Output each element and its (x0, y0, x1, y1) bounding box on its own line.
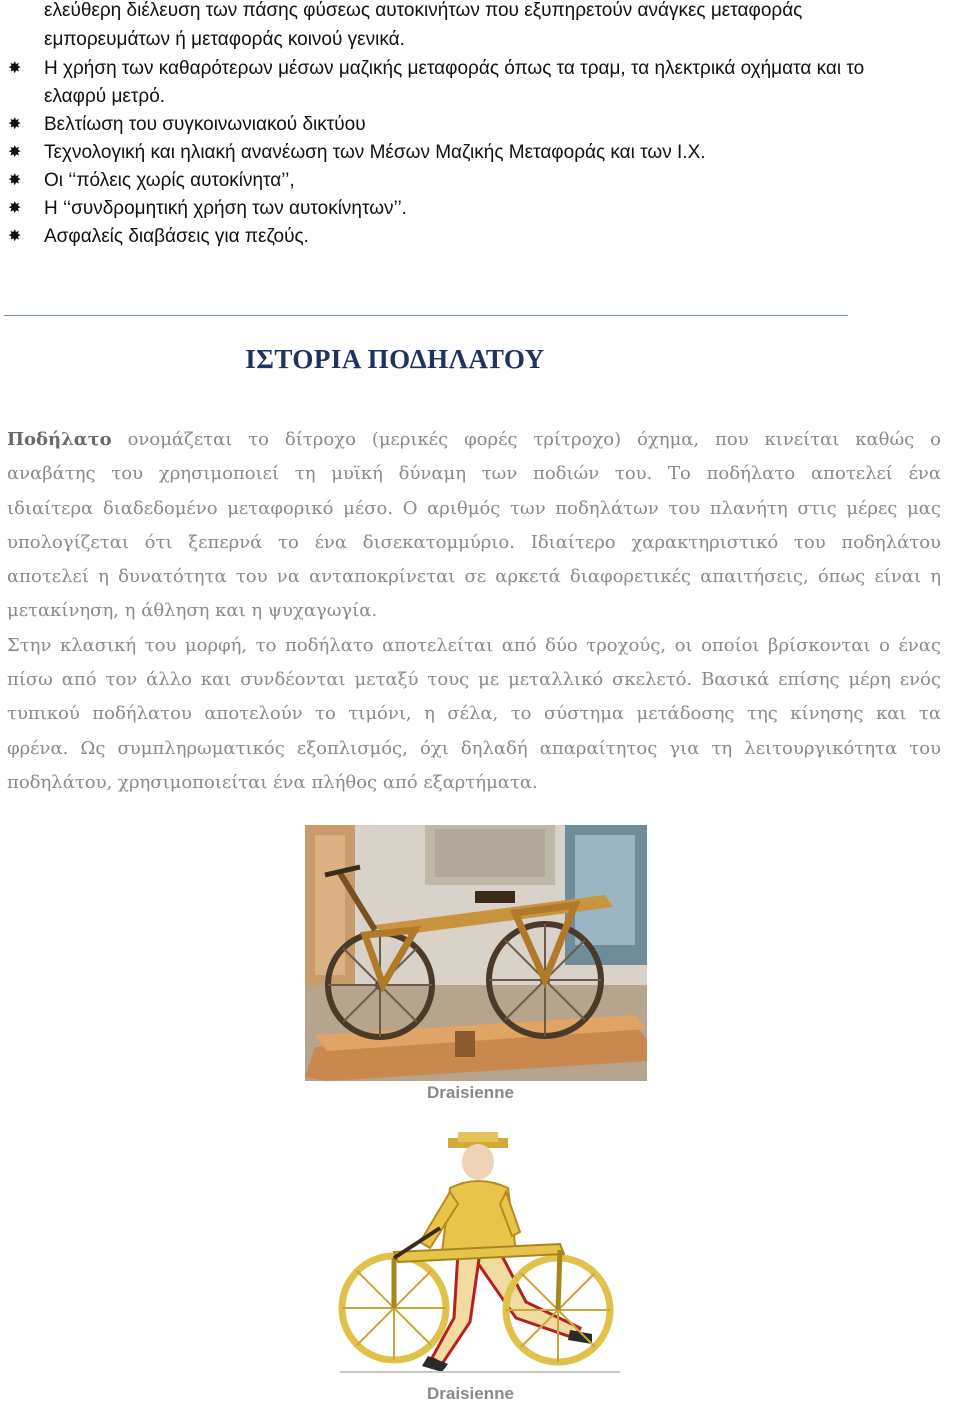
bullet-continuation-line: ελεύθερη διέλευση των πάσης φύσεως αυτοκινήτων που εξυπηρετούν ανάγκες μεταφοράς (44, 0, 803, 21)
paragraph (7, 629, 941, 800)
paragraph (7, 423, 941, 629)
horizontal-divider (4, 315, 848, 316)
bullet-marker-icon: ✸ (8, 200, 22, 217)
figure-caption: Draisienne (427, 1083, 514, 1102)
bullet-continuation-line: εμπορευμάτων ή μεταφοράς κοινού γενικά. (44, 29, 405, 50)
bullet-text: Ασφαλείς διαβάσεις για πεζούς. (44, 226, 309, 247)
paragraph-line: αναβάτης του χρησιμοποιεί τη μυϊκή δύναμη των ποδιών του. Το ποδήλατο αποτελεί ένα (7, 463, 941, 485)
paragraph-line: Στην κλασική του μορφή, το ποδήλατο αποτελείται από δύο τροχούς, οι οποίοι βρίσκονται ο ένας (7, 634, 941, 656)
bullet-text: Οι ‘‘πόλεις χωρίς αυτοκίνητα’’, (44, 170, 295, 191)
body-text (7, 423, 941, 800)
draisienne-illustration (330, 1132, 622, 1382)
bullet-marker-icon: ✸ (8, 144, 22, 161)
paragraph-line: φρένα. Ως συμπληρωματικός εξοπλισμός, όχι δηλαδή απαραίτητος για τη λειτουργικότητα του (7, 737, 941, 759)
bullet-text: Βελτίωση του συγκοινωνιακού δικτύου (44, 114, 366, 135)
bullet-marker-icon: ✸ (8, 172, 22, 189)
paragraph-line: ποδηλάτου, χρησιμοποιείται ένα πλήθος από εξαρτήματα. (7, 771, 538, 793)
draisienne-photo (305, 825, 647, 1081)
paragraph-line: μετακίνηση, η άθληση και η ψυχαγωγία. (7, 600, 378, 622)
bullet-text: Η ‘‘συνδρομητική χρήση των αυτοκίνητων’’. (44, 198, 407, 219)
section-title: ΙΣΤΟΡΙΑ ΠΟΔΗΛΑΤΟΥ (245, 344, 545, 374)
paragraph-line: αποτελεί η δυνατότητα του να ανταποκρίνεται σε αρκετά διαφορετικές απαιτήσεις, όπως είναι η (7, 566, 941, 588)
paragraph-line: πίσω από τον άλλο και συνδέονται μεταξύ τους με μεταλλικό σκελετό. Βασικά επίσης μέρη ενός (7, 669, 941, 691)
figure-caption: Draisienne (427, 1384, 514, 1403)
paragraph-line: ονομάζεται το δίτροχο (μερικές φορές τρίτροχο) όχημα, που κινείται καθώς ο (111, 429, 941, 450)
bullet-text: Τεχνολογική και ηλιακή ανανέωση των Μέσων Μαζικής Μεταφοράς και των Ι.Χ. (44, 142, 706, 163)
bullet-marker-icon: ✸ (8, 228, 22, 245)
bullet-text: Η χρήση των καθαρότερων μέσων μαζικής μεταφοράς όπως τα τραμ, τα ηλεκτρικά οχήματα και το (44, 58, 865, 79)
paragraph-line: τυπικού ποδήλατου αποτελούν το τιμόνι, η σέλα, το σύστημα μετάδοσης της κίνησης και τα (7, 703, 941, 725)
bullet-marker-icon: ✸ (8, 116, 22, 133)
paragraph-line: υπολογίζεται ότι ξεπερνά το ένα δισεκατομμύριο. Ιδιαίτερο χαρακτηριστικό του ποδηλάτου (7, 531, 941, 553)
bullet-marker-icon: ✸ (8, 60, 22, 77)
bullet-text: ελαφρύ μετρό. (44, 86, 166, 107)
bold-term: Ποδήλατο (7, 429, 112, 450)
paragraph-line: ιδιαίτερα διαδεδομένο μεταφορικό μέσο. Ο αριθμός των ποδηλάτων του πλανήτη στις μέρες μας (7, 497, 941, 519)
